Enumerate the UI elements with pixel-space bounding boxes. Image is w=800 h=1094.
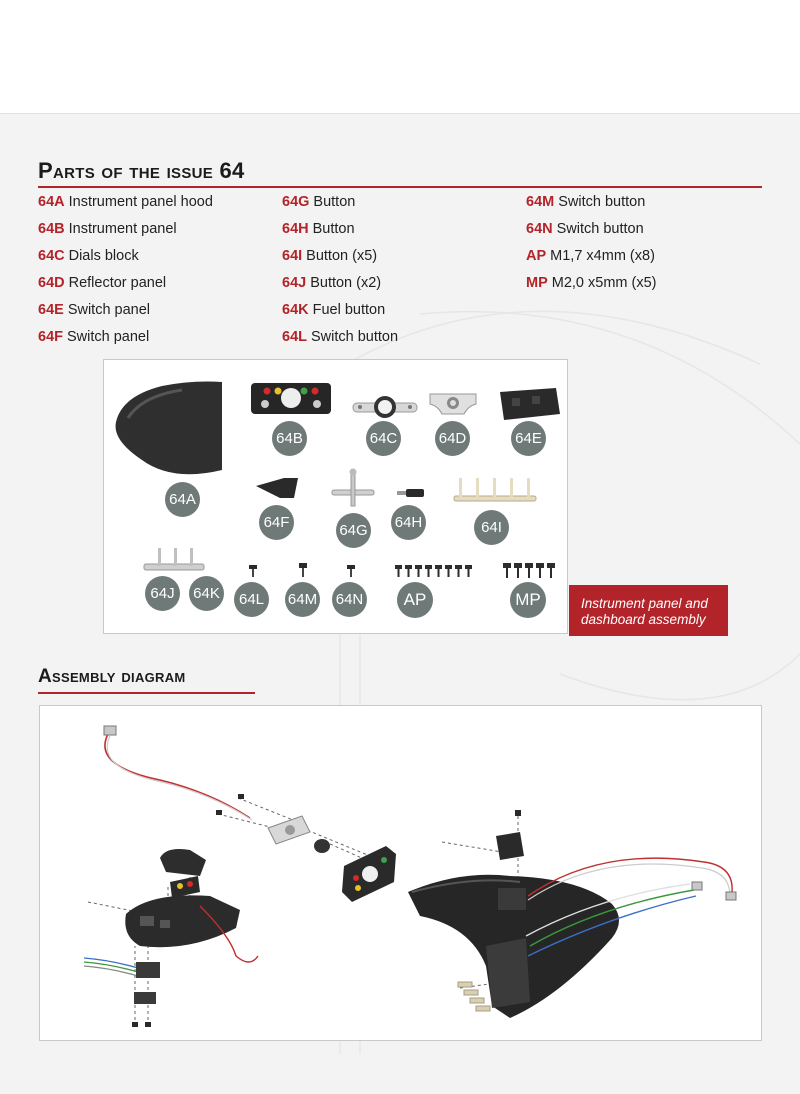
badge-64b: 64B xyxy=(272,421,307,456)
dials-block-image xyxy=(352,394,418,420)
part-item: 64M Switch button xyxy=(526,194,646,210)
button-i-image xyxy=(452,474,538,504)
part-item: 64G Button xyxy=(282,194,356,210)
badge-64c: 64C xyxy=(366,421,401,456)
badge-64i: 64I xyxy=(474,510,509,545)
badge-64f: 64F xyxy=(259,505,294,540)
part-item: 64C Dials block xyxy=(38,248,139,264)
part-item: AP M1,7 x4mm (x8) xyxy=(526,248,655,264)
parts-title: Parts of the issue 64 xyxy=(38,158,245,183)
part-item: 64N Switch button xyxy=(526,221,644,237)
parts-title-rule xyxy=(38,186,762,188)
badge-64a: 64A xyxy=(165,482,200,517)
badge-64m: 64M xyxy=(285,582,320,617)
caption-box xyxy=(569,585,728,636)
badge-mp: MP xyxy=(510,582,546,618)
part-item: MP M2,0 x5mm (x5) xyxy=(526,275,657,291)
parts-list-col1 xyxy=(38,194,278,356)
screws-mp-image xyxy=(502,562,556,580)
screws-ap-image xyxy=(394,564,478,580)
badge-64n: 64N xyxy=(332,582,367,617)
instrument-hood-image xyxy=(112,378,224,478)
parts-photo-panel xyxy=(103,359,568,634)
switch-button-n-image xyxy=(346,564,356,578)
part-item: 64A Instrument panel hood xyxy=(38,194,213,210)
button-g-image xyxy=(330,468,376,508)
button-j-image xyxy=(142,542,206,574)
assembly-title-rule xyxy=(38,692,255,694)
assembly-diagram-panel xyxy=(39,705,762,1041)
assembly-diagram-illustration xyxy=(40,706,761,1040)
top-blank-area xyxy=(0,0,800,114)
part-item: 64D Reflector panel xyxy=(38,275,167,291)
part-item: 64F Switch panel xyxy=(38,329,150,345)
part-item: 64H Button xyxy=(282,221,355,237)
badge-64k: 64K xyxy=(189,576,224,611)
part-item: 64L Switch button xyxy=(282,329,399,345)
reflector-panel-image xyxy=(428,388,478,416)
badge-64j: 64J xyxy=(145,576,180,611)
switch-panel-e-image xyxy=(498,386,562,422)
switch-button-l-image xyxy=(248,564,258,578)
badge-64h: 64H xyxy=(391,505,426,540)
badge-64l: 64L xyxy=(234,582,269,617)
button-h-image xyxy=(396,488,426,498)
parts-list-col3 xyxy=(526,194,766,302)
assembly-title: Assembly diagram xyxy=(38,666,186,687)
badge-64d: 64D xyxy=(435,421,470,456)
caption-line2: dashboard assembly xyxy=(581,612,706,627)
badge-64e: 64E xyxy=(511,421,546,456)
part-item: 64J Button (x2) xyxy=(282,275,382,291)
part-item: 64K Fuel button xyxy=(282,302,386,318)
badge-ap: AP xyxy=(397,582,433,618)
part-item: 64E Switch panel xyxy=(38,302,151,318)
part-item: 64B Instrument panel xyxy=(38,221,177,237)
caption-line1: Instrument panel and xyxy=(581,596,708,611)
part-item: 64I Button (x5) xyxy=(282,248,378,264)
switch-panel-f-image xyxy=(254,476,300,500)
switch-button-m-image xyxy=(298,562,308,578)
parts-list-col2 xyxy=(282,194,522,356)
badge-64g: 64G xyxy=(336,513,371,548)
instrument-panel-image xyxy=(250,382,332,416)
